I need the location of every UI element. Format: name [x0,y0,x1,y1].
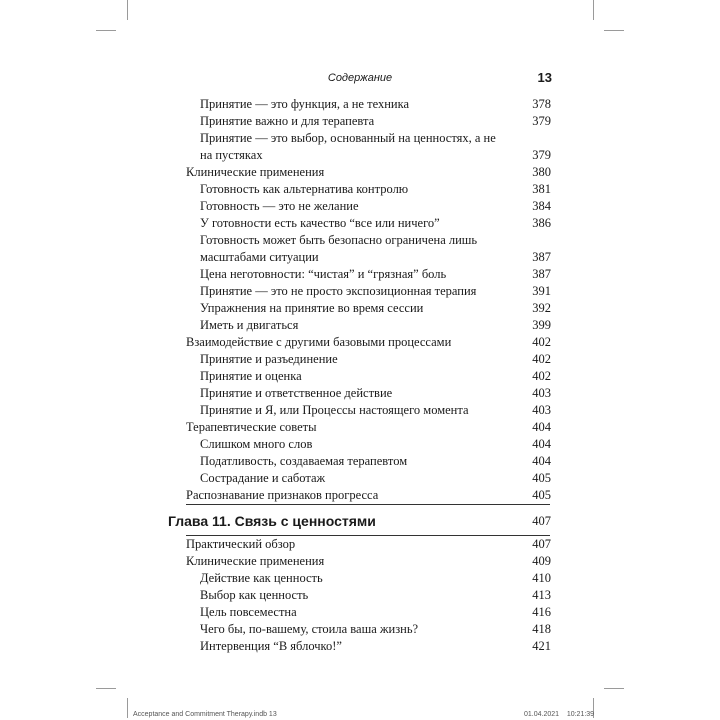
toc-entry [168,419,551,436]
toc-entry-title: Готовность как альтернатива контролю [200,182,409,196]
toc-entry-page: 407 [532,537,551,551]
toc-entry-page: 378 [532,97,551,111]
toc-entry-page: 405 [532,471,551,485]
toc-entry-page: 402 [532,352,551,366]
toc-entry [168,638,551,655]
toc-entry [168,266,551,283]
toc-entry-page: 403 [532,386,551,400]
toc-entry-title: Готовность — это не желание [200,199,359,213]
toc-entry [168,232,551,266]
toc-entry [168,130,551,164]
toc-entry-page: 402 [532,335,551,349]
crop-mark [593,0,594,20]
toc-entry [168,164,551,181]
table-of-contents [168,96,551,655]
toc-entry-title: Действие как ценность [200,571,323,585]
toc-entry [168,453,551,470]
toc-entry-page: 416 [532,605,551,619]
toc-entry-title: Иметь и двигаться [200,318,299,332]
toc-entry-page: 404 [532,420,551,434]
footer-time: 10:21:39 [566,711,595,718]
toc-entry [168,587,551,604]
chapter-title: Глава 11. Связь с ценностями [168,513,376,529]
toc-entry-title: Податливость, создаваемая терапевтом [200,454,408,468]
print-footer-file: Acceptance and Commitment Therapy.indb 13 [133,711,277,718]
toc-entry [168,181,551,198]
toc-entry-title: Клинические применения [186,165,325,179]
toc-entry-title: Клинические применения [186,554,325,568]
toc-entry [168,604,551,621]
toc-entry-page: 386 [532,216,551,230]
toc-entry-page: 384 [532,199,551,213]
toc-entry [168,621,551,638]
toc-list-top [168,96,551,504]
toc-entry [168,317,551,334]
toc-entry [168,487,551,504]
toc-entry-page: 421 [532,639,551,653]
crop-mark [96,30,116,31]
toc-entry [168,113,551,130]
footer-date: 01.04.2021 [524,711,560,718]
toc-entry [168,385,551,402]
toc-entry-title: Принятие и ответственное действие [200,386,393,400]
toc-entry-title: Терапевтические советы [186,420,317,434]
toc-entry [168,215,551,232]
toc-entry [168,198,551,215]
toc-entry-title: Сострадание и саботаж [200,471,326,485]
chapter-page: 407 [532,514,551,528]
toc-entry-title: Чего бы, по-вашему, стоила ваша жизнь? [200,622,419,636]
toc-entry-title: Упражнения на принятие во время сессии [200,301,424,315]
crop-mark [604,30,624,31]
toc-entry [168,402,551,419]
toc-entry-title: Принятие и разъединение [200,352,338,366]
toc-entry-title: Принятие и оценка [200,369,302,383]
toc-entry-page: 381 [532,182,551,196]
crop-mark [127,698,128,718]
toc-entry-page: 402 [532,369,551,383]
toc-entry [168,536,551,553]
divider [186,504,550,505]
crop-mark [127,0,128,20]
toc-entry-page: 404 [532,454,551,468]
toc-entry-page: 403 [532,403,551,417]
toc-entry-title: Принятие и Я, или Процессы настоящего момента [200,403,469,417]
toc-entry [168,570,551,587]
toc-entry-title: Практический обзор [186,537,296,551]
toc-entry-title: Распознавание признаков прогресса [186,488,379,502]
chapter-heading [168,511,551,531]
toc-entry [168,436,551,453]
toc-entry [168,300,551,317]
toc-entry-page: 405 [532,488,551,502]
toc-entry-title: Принятие — это функция, а не техника [200,97,410,111]
toc-entry-page: 387 [532,250,551,264]
toc-entry-title: Цена неготовности: “чистая” и “грязная” боль [200,267,447,281]
toc-entry [168,470,551,487]
toc-entry-page: 410 [532,571,551,585]
toc-entry [168,351,551,368]
toc-entry-title: Слишком много слов [200,437,313,451]
toc-entry-page: 413 [532,588,551,602]
page-number: 13 [537,70,552,85]
toc-entry-title: Готовность может быть безопасно ограничена лишь масштабами ситуации [200,233,478,264]
toc-entry [168,553,551,570]
crop-mark [96,688,116,689]
toc-entry-title: Цель повсеместна [200,605,297,619]
toc-entry [168,96,551,113]
toc-entry-page: 379 [532,148,551,162]
toc-entry [168,283,551,300]
toc-entry-page: 399 [532,318,551,332]
toc-entry-page: 409 [532,554,551,568]
toc-entry [168,334,551,351]
toc-entry-page: 404 [532,437,551,451]
toc-entry-page: 379 [532,114,551,128]
toc-entry-title: Принятие важно и для терапевта [200,114,375,128]
toc-entry-title: Интервенция “В яблочко!” [200,639,342,653]
running-header-title: Содержание [327,72,393,84]
toc-entry [168,368,551,385]
toc-entry-page: 391 [532,284,551,298]
toc-entry-title: Взаимодействие с другими базовыми процессами [186,335,452,349]
toc-entry-title: Принятие — это выбор, основанный на ценностях, а не на пустяках [200,131,496,162]
running-header [168,68,552,88]
toc-entry-page: 387 [532,267,551,281]
toc-entry-title: Выбор как ценность [200,588,309,602]
toc-entry-title: Принятие — это не просто экспозиционная терапия [200,284,477,298]
toc-entry-page: 418 [532,622,551,636]
toc-list-bottom [168,536,551,655]
print-footer-date [524,711,594,718]
toc-entry-page: 380 [532,165,551,179]
toc-entry-page: 392 [532,301,551,315]
crop-mark [604,688,624,689]
toc-entry-title: У готовности есть качество “все или ничего” [200,216,440,230]
